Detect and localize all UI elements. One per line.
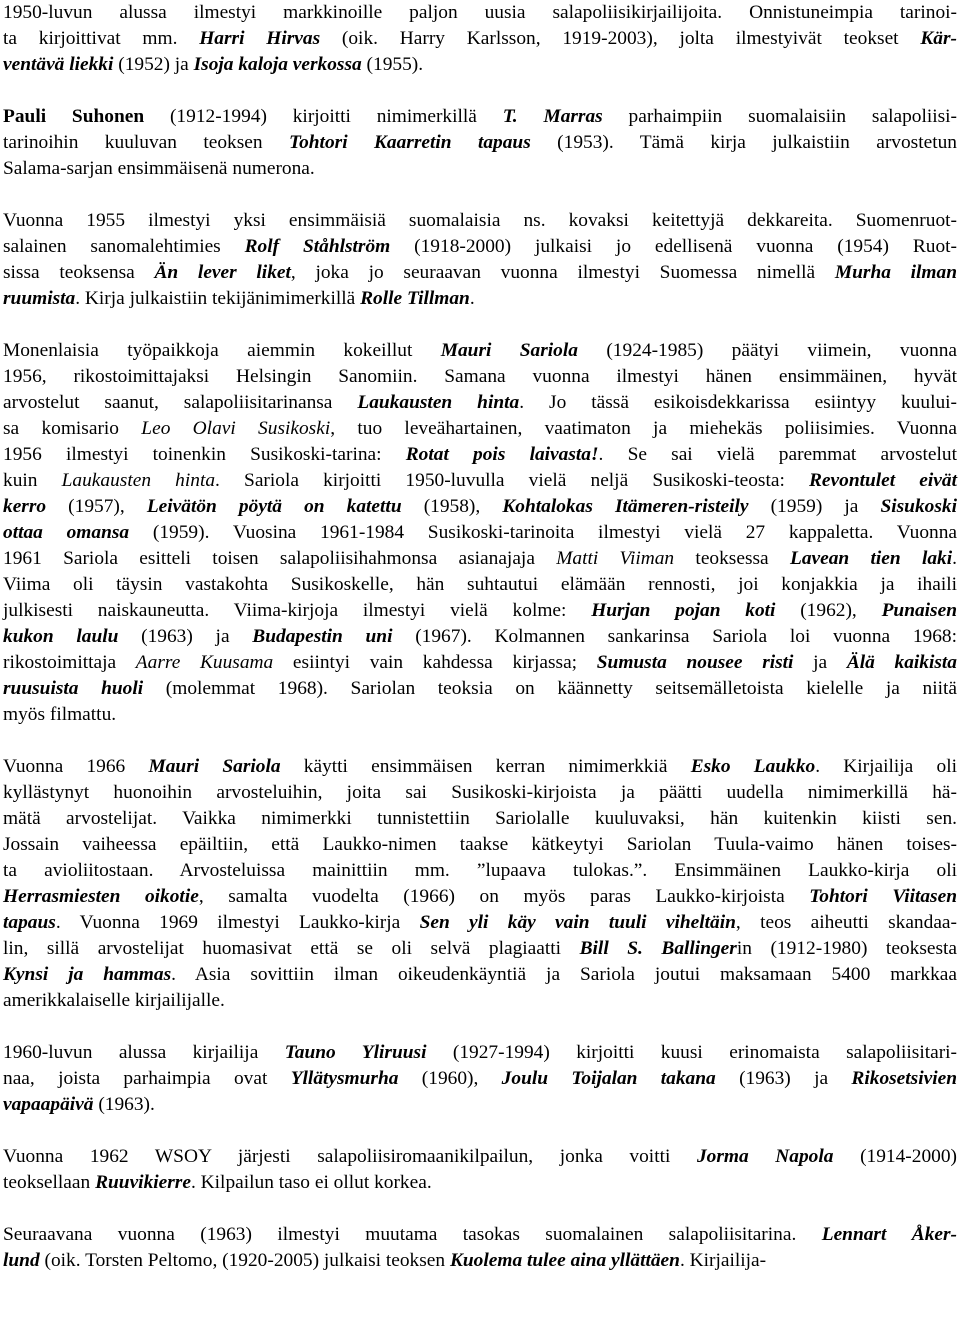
text-line	[3, 26, 957, 52]
title-or-name-emphasis: Lavean tien laki	[789, 548, 953, 569]
text-run: .	[469, 288, 475, 309]
text-run: arvostelut saanut, salapoliisitarinansa	[3, 392, 358, 413]
text-run: (1963).	[93, 1094, 155, 1115]
title-or-name-emphasis: Leivätön pöytä on katettu	[146, 496, 402, 517]
text-line	[3, 650, 957, 676]
text-run: . Sariola kirjoitti 1950-luvulla vielä neljä Susikoski-teosta:	[215, 470, 809, 491]
text-run: teoksellaan	[3, 1172, 96, 1193]
text-run: teoksessa	[674, 548, 790, 569]
text-line	[3, 1092, 957, 1118]
title-or-name-emphasis: Isoja kaloja verkossa	[193, 54, 362, 75]
text-line	[3, 546, 957, 572]
title-or-name-emphasis: T. Marras	[502, 106, 603, 127]
text-run: tarinoihin kuuluvan teoksen	[3, 132, 290, 153]
text-run: (1953). Tämä kirja julkaistiin arvostetun	[530, 132, 958, 153]
text-run: sissa teoksensa	[3, 262, 155, 283]
text-run: Vuonna 1966	[3, 756, 149, 777]
title-or-name-emphasis: tapaus	[3, 912, 56, 933]
text-line	[3, 390, 957, 416]
title-or-name-emphasis: Laukausten hinta	[357, 392, 520, 413]
paragraph-gap	[3, 728, 957, 754]
title-or-name-emphasis: Mauri Sariola	[440, 340, 578, 361]
title-or-name-emphasis: Bill S. Ballinger	[579, 938, 737, 959]
paragraph	[3, 104, 957, 182]
text-run: (1957),	[46, 496, 147, 517]
text-run: . Vuonna 1969 ilmestyi Laukko-kirja	[55, 912, 420, 933]
paragraph	[3, 0, 957, 78]
text-run: rikostoimittaja	[3, 652, 136, 673]
text-run: (molemmat 1968). Sariolan teoksia on käännetty seitsemälletoista kielelle ja niitä	[143, 678, 957, 699]
title-or-name-emphasis: kerro	[3, 496, 47, 517]
title-or-name-emphasis: Sisukoski	[880, 496, 957, 517]
title-or-name-emphasis: Harri Hirvas	[199, 28, 321, 49]
text-run: amerikkalaiselle kirjailijalle.	[3, 990, 225, 1011]
text-line	[3, 494, 957, 520]
title-or-name-emphasis: Sumusta nousee risti	[596, 652, 794, 673]
text-run: myös filmattu.	[3, 704, 117, 725]
text-run: 1956 ilmestyi toinenkin Susikoski-tarina:	[3, 444, 406, 465]
text-line	[3, 1040, 957, 1066]
text-line	[3, 884, 957, 910]
paragraph	[3, 1040, 957, 1118]
text-line	[3, 832, 957, 858]
title-or-name-emphasis: Kär-	[920, 28, 957, 49]
text-run: , joka jo seuraavan vuonna ilmestyi Suomessa nimellä	[290, 262, 835, 283]
title-or-name-emphasis: Älä kaikista	[846, 652, 957, 673]
text-run: (1959). Vuosina 1961-1984 Susikoski-tarinoita ilmestyi vielä 27 kappaletta. Vuonna	[129, 522, 958, 543]
text-line	[3, 520, 957, 546]
text-run: julkisesti naiskauneutta. Viima-kirjoja ilmestyi vielä kolme:	[3, 600, 592, 621]
text-run: Salama-sarjan ensimmäisenä numerona.	[3, 158, 315, 179]
title-or-name-emphasis: Sen yli käy vain tuuli viheltäin	[419, 912, 736, 933]
text-run: 1956, rikostoimittajaksi Helsingin Sanomiin. Samana vuonna ilmestyi hänen ensimmäinen, hyvät	[3, 366, 957, 387]
text-line	[3, 598, 957, 624]
paragraph-gap	[3, 78, 957, 104]
title-or-name-emphasis: ventävä liekki	[3, 54, 114, 75]
text-line	[3, 1066, 957, 1092]
name-italic: Laukausten hinta	[61, 470, 216, 491]
paragraph	[3, 338, 957, 728]
text-line	[3, 806, 957, 832]
title-or-name-emphasis: Esko Laukko	[690, 756, 816, 777]
title-or-name-emphasis: Mauri Sariola	[148, 756, 281, 777]
text-line	[3, 442, 957, 468]
document-page	[3, 0, 957, 1274]
text-line	[3, 754, 957, 780]
text-run: (1962),	[775, 600, 882, 621]
text-line	[3, 1248, 957, 1274]
text-run: (1912-1994) kirjoitti nimimerkillä	[144, 106, 503, 127]
title-or-name-emphasis: vapaapäivä	[3, 1094, 94, 1115]
text-run: Monenlaisia työpaikkoja aiemmin kokeillut	[3, 340, 441, 361]
title-or-name-emphasis: ruumista	[3, 288, 76, 309]
text-line	[3, 962, 957, 988]
text-line	[3, 624, 957, 650]
text-run: sa komisario	[3, 418, 142, 439]
title-or-name-emphasis: Än lever liket	[154, 262, 291, 283]
title-or-name-emphasis: Budapestin uni	[252, 626, 393, 647]
text-run: . Kilpailun taso ei ollut korkea.	[190, 1172, 432, 1193]
text-line	[3, 910, 957, 936]
title-or-name-emphasis: Rolf Ståhlström	[244, 236, 391, 257]
paragraph-gap	[3, 182, 957, 208]
text-line	[3, 260, 957, 286]
text-run: , teos aiheutti skandaa-	[735, 912, 957, 933]
title-or-name-emphasis: Jorma Napola	[696, 1146, 834, 1167]
text-run: mätä arvostelijat. Vaikka nimimerkki tunnistettiin Sariolalle kuuluvaksi, hän kuitenkin kiisti sen.	[3, 808, 957, 829]
title-or-name-emphasis: ottaa omansa	[3, 522, 130, 543]
text-run: (1927-1994) kirjoitti kuusi erinomaista salapoliisitari-	[426, 1042, 958, 1063]
text-run: . Kirjailija oli	[815, 756, 957, 777]
title-or-name-emphasis: Revontulet eivät	[808, 470, 957, 491]
text-line	[3, 1222, 957, 1248]
title-or-name-emphasis: Murha ilman	[834, 262, 957, 283]
title-or-name-emphasis: Punaisen	[881, 600, 957, 621]
text-line	[3, 988, 957, 1014]
paragraph	[3, 754, 957, 1014]
title-or-name-emphasis: lund	[3, 1250, 40, 1271]
text-line	[3, 208, 957, 234]
text-run: . Jo tässä esikoisdekkarissa esiintyy kuului-	[519, 392, 957, 413]
text-line	[3, 416, 957, 442]
title-or-name-emphasis: Rotat pois laivasta!	[405, 444, 599, 465]
text-line	[3, 858, 957, 884]
title-or-name-emphasis: Kynsi ja hammas	[3, 964, 172, 985]
name-bold: Pauli Suhonen	[3, 106, 145, 127]
text-run: (1967). Kolmannen sankarinsa Sariola loi vuonna 1968:	[392, 626, 958, 647]
paragraph	[3, 208, 957, 312]
text-run: ta avioliitostaan. Arvosteluissa mainittiin mm. ”lupaava tulokas.”. Ensimmäinen Laukko-kirja oli	[3, 860, 957, 881]
text-run: kyllästynyt huonoihin arvosteluihin, joita sai Susikoski-kirjoista ja päätti uudella nimimerkillä hä-	[3, 782, 957, 803]
text-run: (oik. Harry Karlsson, 1919-2003), jolta ilmestyivät teokset	[320, 28, 921, 49]
text-line	[3, 286, 957, 312]
text-run: .	[952, 548, 957, 569]
text-line	[3, 676, 957, 702]
text-run: Viima oli täysin vastakohta Susikoskelle, hän suhtautui elämään rennosti, joi konjakkia ja ihaili	[3, 574, 957, 595]
text-line	[3, 338, 957, 364]
title-or-name-emphasis: Tauno Yliruusi	[284, 1042, 427, 1063]
name-italic: Leo Olavi Susikoski	[141, 418, 331, 439]
paragraph-gap	[3, 312, 957, 338]
text-run: . Kirjailija-	[679, 1250, 767, 1271]
text-run: . Kirja julkaistiin tekijänimimerkillä	[75, 288, 361, 309]
text-run: Seuraavana vuonna (1963) ilmestyi muutama tasokas suomalainen salapoliisitarina.	[3, 1224, 822, 1245]
text-run: (1918-2000) julkaisi jo edellisenä vuonna (1954) Ruot-	[390, 236, 957, 257]
text-run: (1959) ja	[748, 496, 881, 517]
text-line	[3, 702, 957, 728]
text-line	[3, 234, 957, 260]
text-line	[3, 104, 957, 130]
text-run: , tuo leveähartainen, vaatimaton ja miehekäs poliisimies. Vuonna	[330, 418, 957, 439]
text-run: . Se sai vielä paremmat arvostelut	[598, 444, 957, 465]
text-line	[3, 130, 957, 156]
text-run: kuin	[3, 470, 62, 491]
text-run: 1950-luvun alussa ilmestyi markkinoille paljon uusia salapoliisikirjailijoita. Onnistuneimpia tarinoi-	[3, 2, 957, 23]
title-or-name-emphasis: Tohtori Viitasen	[809, 886, 957, 907]
title-or-name-emphasis: Rolle Tillman	[360, 288, 470, 309]
text-run: käytti ensimmäisen kerran nimimerkkiä	[280, 756, 691, 777]
text-run: Vuonna 1955 ilmestyi yksi ensimmäisiä suomalaisia ns. kovaksi keitettyjä dekkareita. Suomenruot-	[3, 210, 957, 231]
text-run: (1952) ja	[113, 54, 194, 75]
title-or-name-emphasis: Joulu Toijalan takana	[501, 1068, 716, 1089]
name-italic: Aarre Kuusama	[135, 652, 274, 673]
text-run: (oik. Torsten Peltomo, (1920-2005) julkaisi teoksen	[39, 1250, 450, 1271]
title-or-name-emphasis: Ruuvikierre	[95, 1172, 191, 1193]
text-run: (1960),	[398, 1068, 502, 1089]
text-run: (1958),	[401, 496, 503, 517]
text-line	[3, 572, 957, 598]
text-run: (1924-1985) päätyi viimein, vuonna	[577, 340, 957, 361]
text-line	[3, 364, 957, 390]
text-run: lin, sillä arvostelijat huomasivat että se oli selvä plagiaatti	[3, 938, 580, 959]
text-run: naa, joista parhaimpia ovat	[3, 1068, 291, 1089]
title-or-name-emphasis: Yllätysmurha	[290, 1068, 399, 1089]
text-run: (1955).	[361, 54, 424, 75]
paragraph-gap	[3, 1118, 957, 1144]
text-line	[3, 780, 957, 806]
paragraph	[3, 1144, 957, 1196]
title-or-name-emphasis: Lennart Åker-	[821, 1224, 958, 1245]
text-run: (1963) ja	[715, 1068, 852, 1089]
text-run: in (1912-1980) teoksesta	[736, 938, 958, 959]
text-line	[3, 1144, 957, 1170]
name-italic: Matti Viiman	[556, 548, 675, 569]
text-run: ja	[793, 652, 847, 673]
text-line	[3, 1170, 957, 1196]
text-run: 1960-luvun alussa kirjailija	[3, 1042, 285, 1063]
title-or-name-emphasis: Herrasmiesten oikotie	[3, 886, 199, 907]
text-run: Vuonna 1962 WSOY järjesti salapoliisiromaanikilpailun, jonka voitti	[3, 1146, 697, 1167]
text-line	[3, 0, 957, 26]
text-run: . Asia sovittiin ilman oikeudenkäyntiä ja Sariola joutui maksamaan 5400 markkaa	[171, 964, 958, 985]
text-line	[3, 468, 957, 494]
title-or-name-emphasis: ruusuista huoli	[3, 678, 144, 699]
text-run: , samalta vuodelta (1966) on myös paras Laukko-kirjoista	[198, 886, 810, 907]
title-or-name-emphasis: Hurjan pojan koti	[591, 600, 776, 621]
paragraph	[3, 1222, 957, 1274]
title-or-name-emphasis: Tohtori Kaarretin tapaus	[289, 132, 531, 153]
text-run: parhaimpiin suomalaisiin salapoliisi-	[602, 106, 958, 127]
text-run: (1963) ja	[118, 626, 253, 647]
text-line	[3, 936, 957, 962]
text-line	[3, 52, 957, 78]
text-line	[3, 156, 957, 182]
text-run: (1914-2000)	[833, 1146, 958, 1167]
title-or-name-emphasis: Rikosetsivien	[851, 1068, 957, 1089]
text-run: 1961 Sariola esitteli toisen salapoliisihahmonsa asianajaja	[3, 548, 557, 569]
title-or-name-emphasis: Kuolema tulee aina yllättäen	[449, 1250, 680, 1271]
text-run: esiintyi vain kahdessa kirjassa;	[273, 652, 597, 673]
paragraph-gap	[3, 1014, 957, 1040]
paragraph-gap	[3, 1196, 957, 1222]
text-run: Jossain vaiheessa epäiltiin, että Laukko-nimen taakse kätkeytyi Sariolan Tuula-vaimo hänen toises-	[3, 834, 957, 855]
text-run: salainen sanomalehtimies	[3, 236, 245, 257]
text-run: ta kirjoittivat mm.	[3, 28, 200, 49]
title-or-name-emphasis: kukon laulu	[3, 626, 119, 647]
title-or-name-emphasis: Kohtalokas Itämeren-risteily	[502, 496, 749, 517]
